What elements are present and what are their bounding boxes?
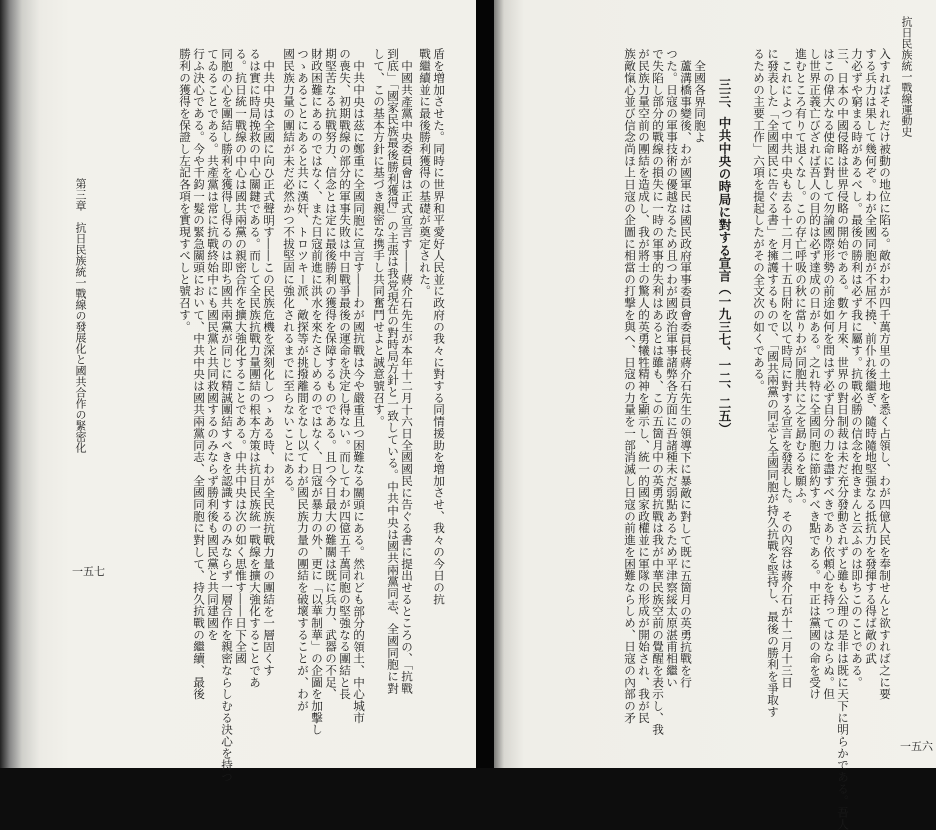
- text-column: 行ふ決心である。今や千鈞一髮の緊急關頭において、中共中央は國共兩黨同志、全國同胞に對して、持久抗戰の繼續、最後: [192, 48, 206, 700]
- text-column: 期堅苦なる抗戰努力、信念とは定に最後勝利の獲得を保障するものである。且つ今日最大の難關は既に兵力、武器の不足、: [324, 48, 338, 700]
- left-page: [0, 0, 476, 783]
- book-gutter: [476, 0, 494, 768]
- text-column: 戰繼續並に最後勝利獲得の基礎が奠定された。: [418, 48, 432, 297]
- right-page: [494, 0, 936, 830]
- text-column: 蘆溝橋事變後、わが國軍民は國民政府軍事委員會委員長蔣介石先生の領導下に暴敵に對して既に五箇月の英勇抗戰を行: [679, 60, 693, 689]
- text-column: 中共中央は茲に鄭重に全國同胞に宣言す――わが國抗戰は今や嚴重且つ困難なる關頭にある。然れども部分的領土、中心城市: [352, 60, 366, 724]
- left-page-footer: 第三章 抗日民族統一戰線の發展化と國共合作の緊密化: [74, 178, 87, 453]
- text-column: 中共中央は全國に向ひ正式聲明す――この民族危機を深刻化しつゝある時、わが全民族抗戰力量の團結を一層固くす: [262, 60, 276, 677]
- text-column: る。抗日統一戰線の中心は國共兩黨の親密合作を擴大強化することである。中共中央は次の如く思惟す――日下全國: [234, 48, 248, 665]
- text-column: し世界正義亡びざれば吾人の目的は必ず達成の日がある。之れ特に全國同胞に節約すべき點である。中正は黨國の命を受け: [808, 48, 822, 700]
- text-column: てゐることである。共產黨は常に抗戰終始中にも國民黨と共同救國するのみならず勝利後も國民黨と共同建國を: [206, 48, 220, 641]
- text-column: これによつて中共中央も去る十二月二十五日附を以て時局に對する宣言を發表した。その內容は蔣介石が十二月十三日: [780, 60, 794, 689]
- text-column: 到底」「國家民族最後勝利獲得」の主張は我党現在の對時局方針と一致している。中共中央は國共兩黨同志、全國同胞に對: [386, 48, 400, 694]
- text-column: るは實に時局挽救の中心關鍵である。而して全民族抗戰力量團結の根本方策は抗日民族統一戰線を擴大強化することであ: [248, 48, 262, 688]
- text-column: する兵力は果して幾何ぞ。わが全國同胞が不屈不撓、前仆れ後繼ぎ、隨時隨地堅强なる抵抗力を發揮する得ば敵の武: [864, 48, 878, 665]
- left-page-number: 一五七: [72, 565, 105, 578]
- text-column: 勝利の獲得を保證し左記各項を實現すべしと號召す。: [178, 48, 192, 333]
- text-column: 全國各界同胞よ: [693, 60, 707, 143]
- text-column: つた。日寇の軍事技術の優越なるため且つわが國政治軍事諸弊各方面に吾諸種未だ弱點あるため平津察綏太原湛甫相繼い: [665, 48, 679, 688]
- text-column: の喪失、初期戰線の部分的軍事失敗は中日戰爭最後の運命を決定し得ない。而してわが四億五千萬同胞の堅強なる團結と長: [338, 48, 352, 700]
- text-column: 進むところ有りて退くなし。この存亡呼吸の秋に當りわが同胞共に之を勗むるを願ふ。: [794, 48, 808, 511]
- text-column: 族敵愾心並び信念尚ほ上日寇の企圖に相當の打撃を與へ、日寇の力量を一部消滅し日寇の前進を困難ならしめ、日寇の內部の矛: [623, 48, 637, 724]
- text-column: に發表した「全國國民に告ぐる書」を擁護するもので、「國共兩黨の同志と全國同胞が持久抗戰を堅持し、最後の勝利を爭取す: [766, 48, 780, 718]
- right-page-header: 抗日民族統一戰線運動史: [900, 16, 913, 137]
- text-column: 力必ずや窮まる時があるべし。最後の勝利は必ず我に屬す。抗戰必勝の信念を抱きまんと云ふのは即ちこのことである。: [850, 48, 864, 688]
- text-column: で失陷し部分的戰線の損失に一時の軍事的失利はあるとは雖も、この五箇月中の英勇抗戰は我が中華民族空前の覺醒を表示し、我: [651, 48, 665, 736]
- text-column: はこの偉大なる使命に對して勿論國際形勢の前途如何を問はず必ず自分の力を盡すべきであり依頼心を持ってはならぬ。但: [822, 48, 836, 700]
- text-column: 三、日本の中國侵略は世界侵略の開始である。數ケ月來、世界の對日制裁は未だ充分發動されずと雖も公理の是非は既に天下に明らかである。吾人: [836, 48, 850, 830]
- text-column: 中國共產黨中央委員會は正式宣言す――蔣介石先生が本年十二月十六日全國國民に告ぐる書に提出せるところの、「抗戰: [400, 60, 414, 695]
- text-column: るための主要工作」六項を提起したがその全文次の如くである。: [752, 48, 766, 392]
- text-column: が民族力量空前の團結を造成し、我が將士の驚人的英勇犧牲精神を顯示し、統一的國家政權並に軍隊の形成が開始され、我が民: [637, 48, 651, 724]
- right-page-number: 一五六: [900, 740, 933, 753]
- text-column: つゝあることにあると共に漢奸、トロツキー派、敵探等が挑撥離間をなし以てわが國民族力量の團結を破壞することが、わが: [296, 48, 310, 712]
- text-column: 財政困難にあるのではなく、また日寇前進に洪水を來たさしめるのではなく、日寇が暴力の外、更に「以華制華」の企圖を加擊し: [310, 48, 324, 736]
- text-column: 同胞の心を團結し勝利を獲得し得るのは即ち國共兩黨が同じに精誠團結すべきを認識するのみならず一層合作を親密ならしむる決心を持つ: [220, 48, 234, 783]
- text-column: して、この基本方針に基づき親密な携手し共同奮鬥せよと誠意號召す。: [372, 48, 386, 428]
- text-column: 入すればそれだけ被動の地位に陷る。敵がわが四千萬方里の土地を悉く占領し、わが四億人民を奉制せんと欲すれば之に要: [878, 48, 892, 700]
- text-column: 盾を増加させた。同時に世界和平愛好人民並に政府の我々に對する同情援助を増加させ、我々の今日の抗: [432, 48, 446, 605]
- section-heading: 三三、中共中央の時局に對する宣言（一九三七、一二、二五）: [717, 78, 732, 435]
- text-column: 國民族力量の團結が未だ必然かつ不拔堅固に強化されるまでに至らないことにある。: [282, 48, 296, 499]
